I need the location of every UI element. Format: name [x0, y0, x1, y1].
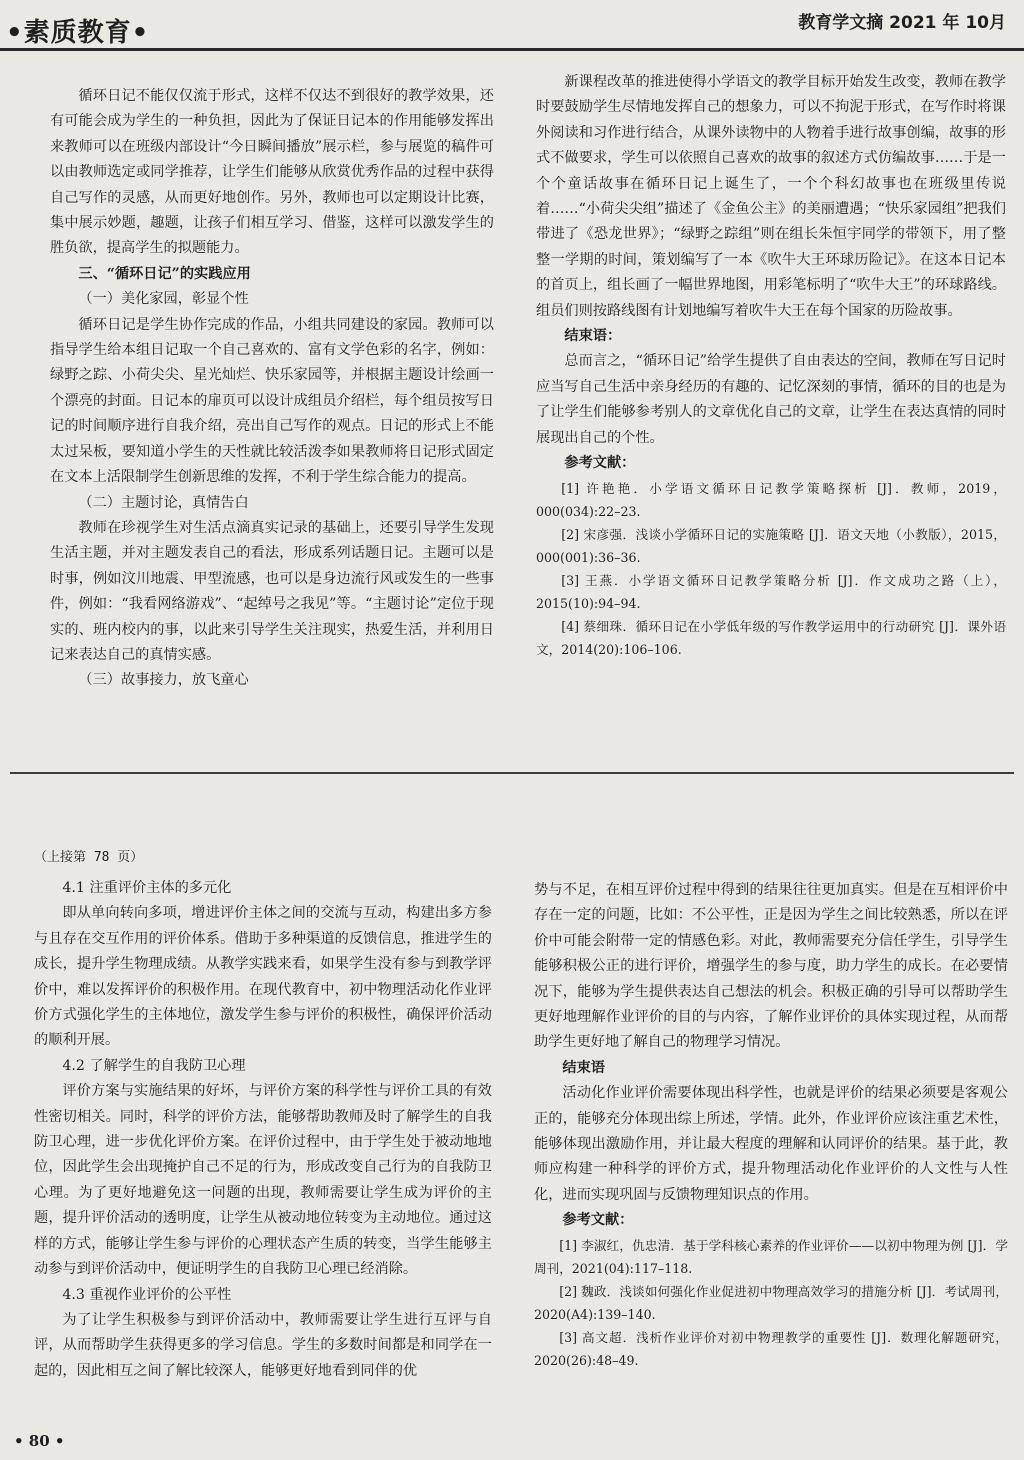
paragraph: 总而言之，“循环日记”给学生提供了自由表达的空间，教师在写日记时应当写自己生活中亲身经历的有趣的、记忆深刻的事情，循环的目的也是为了让学生们能够参考别人的文章优化自己的文章，让学生在表达真情的同时展现出自己的个性。	[536, 353, 1006, 446]
reference-item: [3] 王燕．小学语文循环日记教学策略分析 [J]．作文成功之路（上），2015(10):94–94.	[536, 572, 1006, 611]
reference-item: [1] 许艳艳．小学语文循环日记教学策略探析 [J]．教师，2019，000(034):22–23.	[536, 480, 1006, 519]
paragraph: 新课程改革的推进使得小学语文的教学目标开始发生改变，教师在教学时要鼓励学生尽情地发挥自己的想象力，可以不拘泥于形式，在写作时将课外阅读和习作进行结合，从课外读物中的人物着手进行故事创编，故事的形式不做要求，学生可以依照自己喜欢的故事的叙述方式仿编故事……于是一个个童话故事在循环日记上诞生了，一个个科幻故事也在班级里传说着……“小荷尖尖组”描述了《金鱼公主》的美丽遭遇；“快乐家园组”把我们带进了《恐龙世界》；“绿野之踪组”则在组长朱恒宇同学的带领下，用了整整一学期的时间，策划编写了一本《吹牛大王环球历险记》。在这本日记本的首页上，组长画了一幅世界地图，用彩笔标明了“吹牛大王”的环球路线。组员们则按路线图有计划地编写着吹牛大王在每个国家的历险故事。	[536, 74, 1006, 319]
section-heading: 4.2 了解学生的自我防卫心理	[62, 1057, 246, 1074]
section-heading: 三、“循环日记”的实践应用	[78, 265, 251, 282]
section-heading: 4.1 注重评价主体的多元化	[62, 880, 232, 896]
paragraph: 教师在珍视学生对生活点滴真实记录的基础上，还要引导学生发现生活主题，并对主题发表自己的看法，形成系列话题日记。主题可以是时事，例如汶川地震、甲型流感，也可以是身边流行风或发生的一些事件，例如：“我看网络游戏”、“起绰号之我见”等。“主题讨论”定位于现实的、班内校内的事，以此来引导学生关注现实，热爱生活，并利用日记来表达自己的真情实感。	[50, 519, 494, 663]
conclusion-heading: 结束语	[562, 1059, 605, 1076]
article-2-left-column	[34, 876, 492, 1384]
article-1-left-column	[50, 84, 494, 694]
subsection-heading: （二）主题讨论，真情告白	[78, 494, 249, 511]
reference-item: [2] 魏政．浅谈如何强化作业促进初中物理高效学习的措施分析 [J]．考试周刊，2020(A4):139–140.	[534, 1283, 1008, 1322]
subsection-heading: （一）美化家园，彰显个性	[78, 291, 249, 308]
reference-item: [3] 高文超．浅析作业评价对初中物理教学的重要性 [J]．数理化解题研究，2020(26):48–49.	[534, 1329, 1008, 1368]
subsection-heading: （三）故事接力，放飞童心	[78, 672, 249, 689]
continued-note: （上接第 78 页）	[34, 850, 144, 865]
references-heading: 参考文献：	[562, 1212, 634, 1229]
paragraph: 循环日记不能仅仅流于形式，这样不仅达不到很好的教学效果，还有可能会成为学生的一种负担，因此为了保证日记本的作用能够发挥出来教师可以在班级内部设计“今日瞬间播放”展示栏，参与展览的稿件可以由教师选定或同学推荐，让学生们能够从欣赏优秀作品的过程中获得自己写作的灵感，从而更好地创作。另外，教师也可以定期设计比赛，集中展示妙题，趣题，让孩子们相互学习、借鉴，这样可以激发学生的胜负欲，提高学生的拟题能力。	[50, 88, 494, 257]
article-divider	[10, 772, 1014, 774]
conclusion-heading: 结束语：	[564, 328, 622, 345]
reference-item: [4] 蔡细珠．循环日记在小学低年级的写作教学运用中的行动研究 [J]．课外语文，2014(20):106–106.	[536, 618, 1006, 657]
header-rule	[0, 48, 1024, 51]
paragraph: 即从单向转向多项，增进评价主体之间的交流与互动，构建出多方参与且存在交互作用的评价体系。借助于多种渠道的反馈信息，推进学生的成长，提升学生物理成绩。从教学实践来看，如果学生没有参与到教学评价中，难以发挥评价的积极作用。在现代教育中，初中物理活动化作业评价方式强化学生的主体地位，激发学生参与评价的积极性，确保评价活动的顺利开展。	[34, 905, 492, 1049]
section-header: •素质教育•	[6, 18, 150, 48]
page-number: • 80 •	[14, 1432, 65, 1450]
journal-header: 教育学文摘 2021 年 10月	[798, 13, 1006, 33]
reference-item: [2] 宋彦强．浅谈小学循环日记的实施策略 [J]．语文天地（小教版），2015，000(001):36–36.	[536, 526, 1006, 565]
references-heading: 参考文献：	[564, 455, 636, 472]
article-1-right-column	[536, 70, 1006, 661]
reference-item: [1] 李淑红，仇忠清．基于学科核心素养的作业评价——以初中物理为例 [J]．学周刊，2021(04):117–118.	[534, 1237, 1008, 1276]
article-2-right-column	[534, 878, 1008, 1372]
paragraph: 活动化作业评价需要体现出科学性，也就是评价的结果必须要是客观公正的，能够充分体现出综上所述，学情。此外，作业评价应该注重艺术性，能够体现出激励作用，并让最大程度的理解和认同评价的结果。基于此，教师应构建一种科学的评价方式，提升物理活动化作业评价的人文性与人性化，进而实现巩固与反馈物理知识点的作用。	[534, 1085, 1008, 1203]
section-heading: 4.3 重视作业评价的公平性	[62, 1286, 232, 1303]
paragraph: 为了让学生积极参与到评价活动中，教师需要让学生进行互评与自评，从而帮助学生获得更多的学习信息。学生的多数时间都是和同学在一起的，因此相互之间了解比较深人，能够更好地看到同伴的优	[34, 1311, 492, 1379]
paragraph: 循环日记是学生协作完成的作品，小组共同建设的家园。教师可以指导学生给本组日记取一个自己喜欢的、富有文学色彩的名字，例如：绿野之踪、小荷尖尖、星光灿烂、快乐家园等，并根据主题设计绘画一个漂亮的封面。日记本的扉页可以设计成组员介绍栏，每个组员按写日记的时间顺序进行自我介绍，亮出自己写作的观点。日记的形式上不能太过呆板，要知道小学生的天性就比较活泼李如果教师将日记形式固定在文本上活限制学生创新思维的发挥，不利于学生综合能力的提高。	[50, 316, 494, 486]
paragraph: 势与不足，在相互评价过程中得到的结果往往更加真实。但是在互相评价中存在一定的问题，比如：不公平性，正是因为学生之间比较熟悉，所以在评价中可能会附带一定的情感色彩。对此，教师需要充分信任学生，引导学生能够积极公正的进行评价，增强学生的参与度，助力学生的成长。在必要情况下，能够为学生提供表达自己想法的机会。积极正确的引导可以帮助学生更好地理解作业评价的目的与内容，了解作业评价的具体实现过程，从而帮助学生更好地了解自己的物理学习情况。	[534, 882, 1008, 1051]
paragraph: 评价方案与实施结果的好坏，与评价方案的科学性与评价工具的有效性密切相关。同时，科学的评价方法，能够帮助教师及时了解学生的自我防卫心理，进一步优化评价方案。在评价过程中，由于学生处于被动地地位，因此学生会出现掩护自己不足的行为，形成改变自己行为的自我防卫心理。为了更好地避免这一问题的出现，教师需要让学生成为评价的主题，提升评价活动的透明度，让学生从被动地位转变为主动地位。通过这样的方式，能够让学生参与评价的心理状态产生质的转变，当学生能够主动参与到评价活动中，便证明学生的自我防卫心理已经消除。	[34, 1083, 492, 1278]
